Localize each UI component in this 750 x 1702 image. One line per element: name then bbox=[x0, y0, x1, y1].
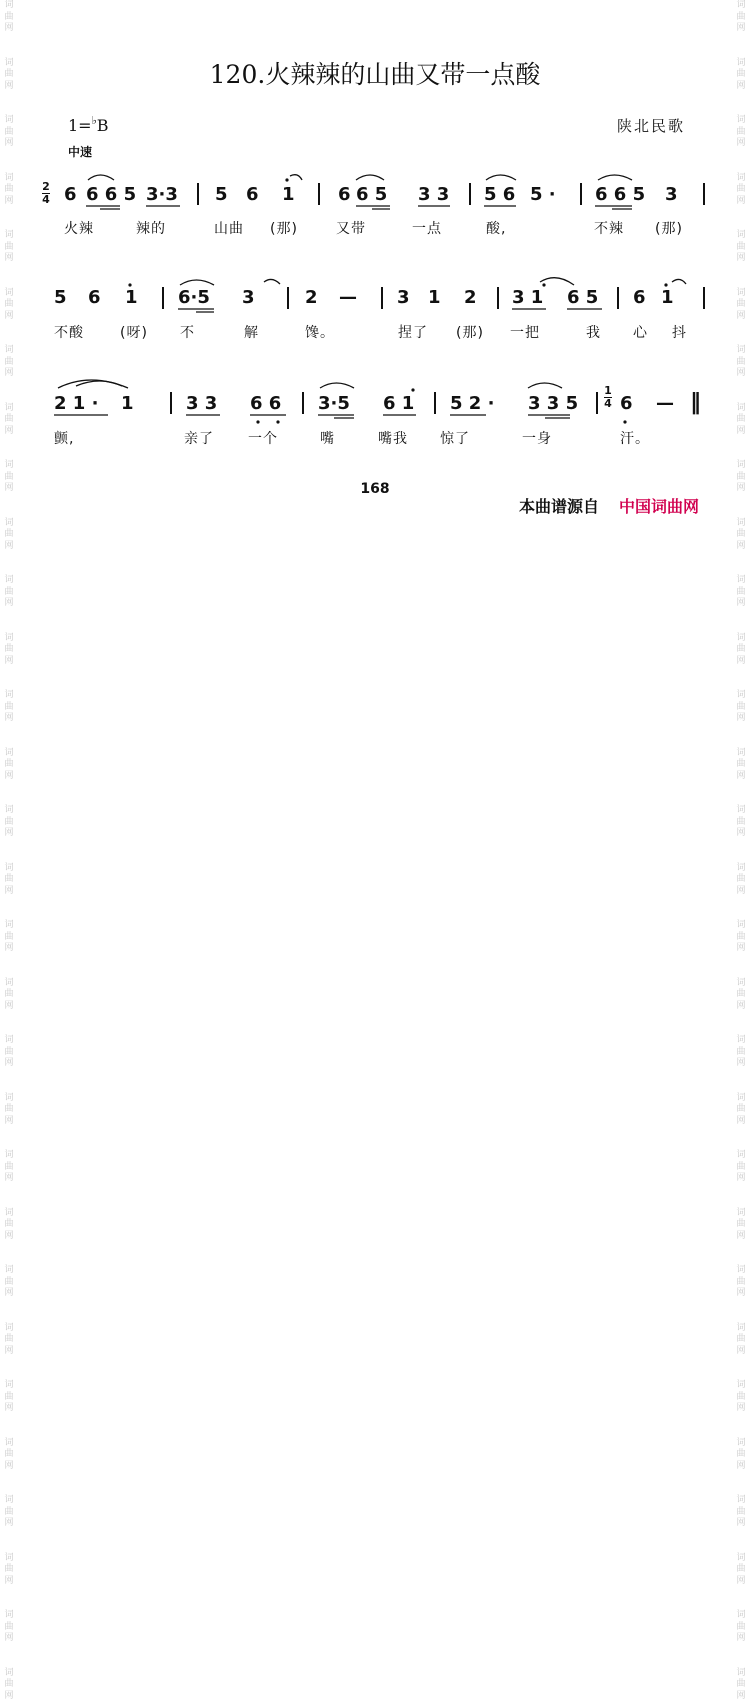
lyric: 解 bbox=[244, 325, 259, 341]
song-title: 120.火辣辣的山曲又带一点酸 bbox=[209, 60, 541, 89]
slur bbox=[486, 175, 516, 180]
lyric: 不辣 bbox=[594, 221, 624, 237]
octave-dot bbox=[542, 283, 545, 286]
lyric: 惊了 bbox=[440, 431, 470, 447]
lyric: 不酸 bbox=[54, 325, 84, 341]
lyric: 亲了 bbox=[184, 431, 214, 447]
slur bbox=[528, 383, 562, 388]
note-group: 3·5 bbox=[318, 393, 350, 414]
lyric: 抖 bbox=[672, 325, 687, 341]
note: 1 bbox=[661, 287, 674, 308]
note-group: 3 3 bbox=[418, 184, 450, 205]
credit-brand: 中国词曲网 bbox=[619, 497, 700, 516]
lyric: 一身 bbox=[522, 431, 552, 447]
octave-dot bbox=[128, 283, 131, 286]
lyric: 一个 bbox=[248, 431, 278, 447]
note: 6 bbox=[620, 393, 633, 414]
lyric: 火辣 bbox=[64, 221, 94, 237]
slur bbox=[598, 175, 632, 180]
dash: — bbox=[339, 287, 357, 308]
lyric: 嘴我 bbox=[378, 431, 408, 447]
note-group: 5 6 bbox=[484, 184, 516, 205]
tempo-marking: 中速 bbox=[68, 145, 93, 159]
tie bbox=[264, 279, 280, 284]
note-group: 3 1 bbox=[512, 287, 544, 308]
slur bbox=[320, 383, 354, 388]
time-signature-bottom: 4 bbox=[42, 193, 50, 206]
note: 3 bbox=[397, 287, 410, 308]
note: 3 bbox=[665, 184, 678, 205]
slur bbox=[88, 175, 114, 180]
note-group: 6 1 bbox=[383, 393, 415, 414]
lyric: 我 bbox=[586, 325, 601, 341]
note-group: 6·5 bbox=[178, 287, 210, 308]
lyric: 馋。 bbox=[305, 325, 335, 341]
tie bbox=[672, 279, 686, 284]
note-group: 6 5 bbox=[356, 184, 388, 205]
slur bbox=[356, 175, 384, 180]
octave-dot bbox=[623, 420, 626, 423]
note: 6 bbox=[64, 184, 77, 205]
note: 5 bbox=[54, 287, 67, 308]
underline bbox=[595, 206, 632, 209]
lyric: 山曲 bbox=[214, 221, 244, 237]
note-group: 6 5 bbox=[567, 287, 599, 308]
note: 6 bbox=[88, 287, 101, 308]
watermark-right: 词 曲 网 词 曲 网 词 曲 网 词 曲 网 词 曲 网 词 曲 网 词 曲 网 词 曲 网 词 曲 网 词 曲 网 词 曲 网 词 曲 网 词 曲 网 词 曲 网 词 曲 网 词 曲 网 词 曲 网 词 曲 网 词 曲 网 词 曲 网 词 曲 网 词 曲 网 词 曲 网 词 曲 网 词 曲 网 词 曲 网 词 曲 网 词 曲 网 词 曲 网 词 曲 网 bbox=[736, 0, 746, 1701]
note: 6 bbox=[338, 184, 351, 205]
lyric: (那) bbox=[270, 221, 298, 237]
note: 2 bbox=[305, 287, 318, 308]
credit-text: 本曲谱源自 bbox=[519, 497, 600, 516]
note-group: 5 2 · bbox=[450, 393, 495, 414]
underline bbox=[528, 415, 570, 418]
dash: — bbox=[656, 393, 674, 414]
lyric: 嘴 bbox=[320, 431, 335, 447]
note-group: 3 3 5 bbox=[528, 393, 579, 414]
slur bbox=[76, 381, 122, 386]
lyric: 捏了 bbox=[398, 325, 428, 341]
lyric: 颤, bbox=[54, 431, 75, 447]
lyric: 心 bbox=[633, 325, 648, 341]
underline bbox=[86, 206, 120, 209]
note-group: 6 6 5 bbox=[595, 184, 646, 205]
octave-dot bbox=[285, 178, 288, 181]
source-credit bbox=[519, 494, 699, 517]
note-group: 5 · bbox=[530, 184, 556, 205]
watermark-left: 词 曲 网 词 曲 网 词 曲 网 词 曲 网 词 曲 网 词 曲 网 词 曲 网 词 曲 网 词 曲 网 词 曲 网 词 曲 网 词 曲 网 词 曲 网 词 曲 网 词 曲 网 词 曲 网 词 曲 网 词 曲 网 词 曲 网 词 曲 网 词 曲 网 词 曲 网 词 曲 网 词 曲 网 词 曲 网 词 曲 网 词 曲 网 词 曲 网 词 曲 网 词 曲 网 bbox=[4, 0, 14, 1701]
lyric: 酸, bbox=[486, 221, 507, 237]
note: 1 bbox=[125, 287, 138, 308]
song-source: 陕北民歌 bbox=[617, 117, 686, 135]
note: 6 bbox=[246, 184, 259, 205]
octave-dot bbox=[276, 420, 279, 423]
underline bbox=[178, 309, 214, 312]
octave-dot bbox=[411, 388, 414, 391]
note: 6 bbox=[633, 287, 646, 308]
note: 5 bbox=[215, 184, 228, 205]
page-number: 168 bbox=[360, 481, 390, 497]
note: 1 bbox=[428, 287, 441, 308]
note-group: 6 6 bbox=[250, 393, 282, 414]
time-signature-change: 1 4 bbox=[604, 384, 612, 410]
underline bbox=[356, 206, 390, 209]
underline bbox=[318, 415, 354, 418]
time-signature-top: 2 bbox=[42, 180, 50, 193]
note: 1 bbox=[282, 184, 295, 205]
lyric: (那) bbox=[655, 221, 683, 237]
octave-dot bbox=[664, 283, 667, 286]
octave-dot bbox=[256, 420, 259, 423]
note: 1 bbox=[121, 393, 134, 414]
lyric: 不 bbox=[180, 325, 195, 341]
flat-sign: ♭ bbox=[91, 114, 97, 127]
note-group: 3·3 bbox=[146, 184, 178, 205]
note-group: 2 1 · bbox=[54, 393, 99, 414]
note-group: 6 6 5 bbox=[86, 184, 137, 205]
lyric: 汗。 bbox=[620, 431, 650, 447]
lyric: (呀) bbox=[120, 325, 148, 341]
final-barline: ‖ bbox=[690, 390, 701, 415]
slur bbox=[180, 280, 214, 285]
key-prefix: 1= bbox=[68, 116, 92, 135]
lyric: 一把 bbox=[510, 325, 540, 341]
lyric: (那) bbox=[456, 325, 484, 341]
lyric: 一点 bbox=[412, 221, 442, 237]
note: 3 bbox=[242, 287, 255, 308]
lyric: 辣的 bbox=[136, 221, 166, 237]
key-note: B bbox=[96, 116, 109, 135]
lyric: 又带 bbox=[336, 221, 366, 237]
note-group: 3 3 bbox=[186, 393, 218, 414]
tie bbox=[290, 175, 302, 180]
note: 2 bbox=[464, 287, 477, 308]
